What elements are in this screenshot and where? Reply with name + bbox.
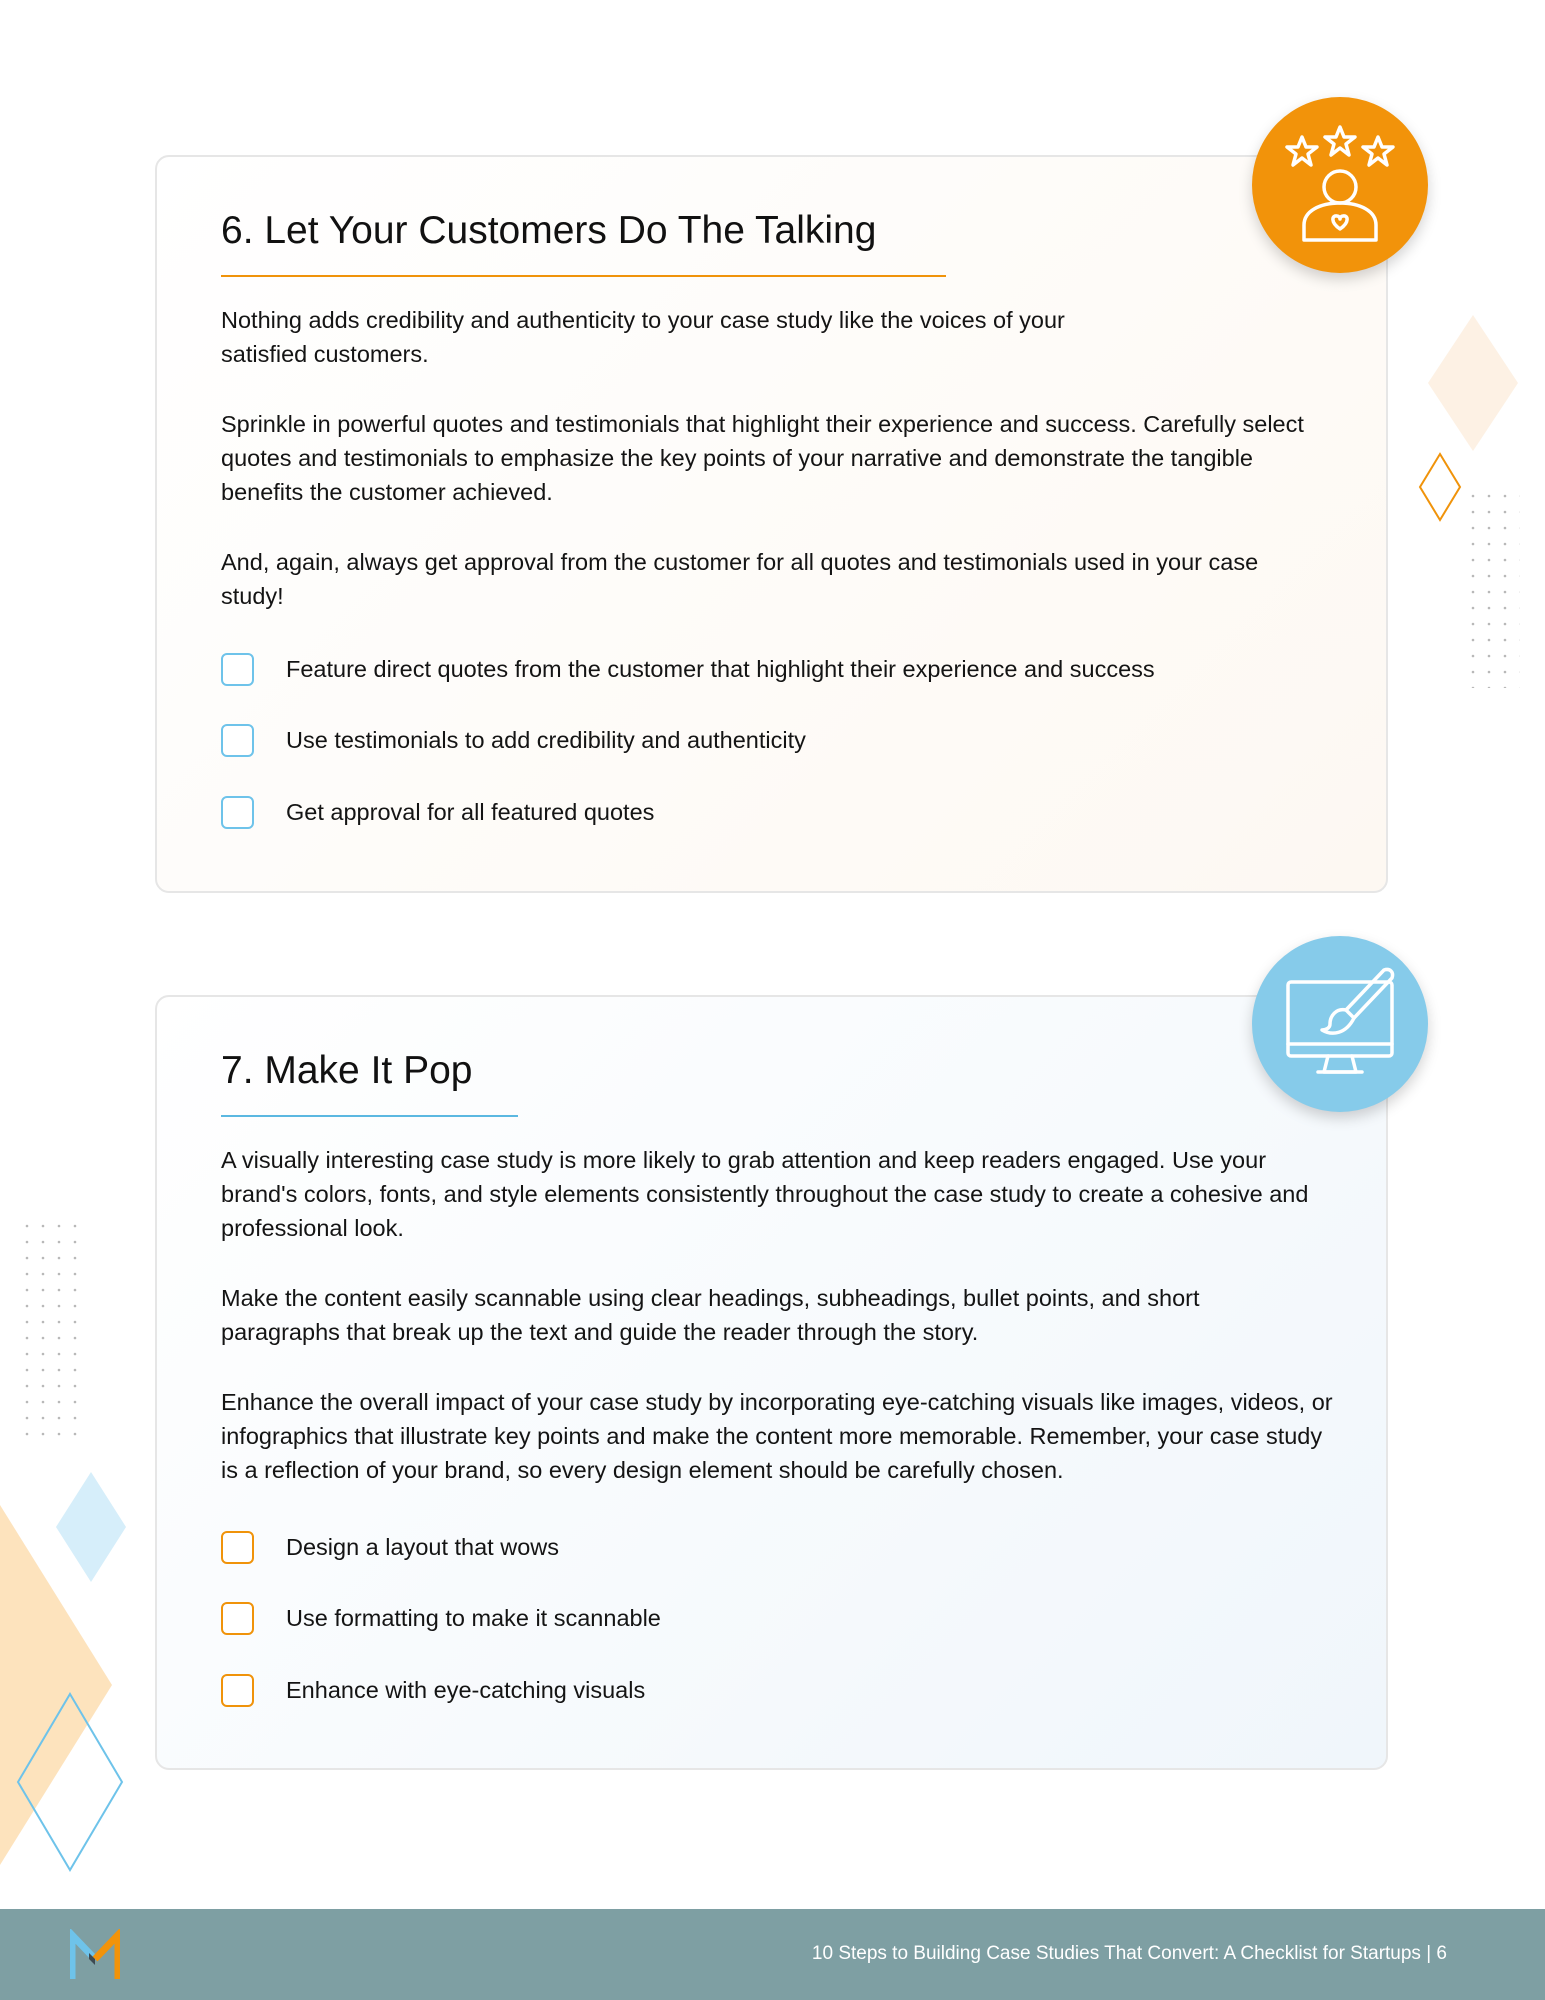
checklist-label: Design a layout that wows bbox=[286, 1533, 560, 1560]
checklist-item[interactable] bbox=[221, 793, 654, 831]
section-card-6 bbox=[155, 155, 1388, 893]
checklist-item[interactable] bbox=[221, 650, 1155, 688]
checklist-label: Use testimonials to add credibility and authenticity bbox=[286, 726, 806, 753]
design-badge bbox=[1252, 936, 1428, 1112]
section-title: 7. Make It Pop bbox=[221, 1049, 473, 1092]
decorative-dot-grid-left bbox=[24, 1223, 86, 1438]
checkbox[interactable] bbox=[221, 1602, 254, 1635]
title-underline bbox=[221, 275, 946, 277]
decorative-diamond-outline-blue-left bbox=[16, 1692, 124, 1872]
paragraph: Make the content easily scannable using clear headings, subheadings, bullet points, and short paragraphs that break up the text and guide the reader through the story. bbox=[221, 1285, 1200, 1345]
section-card-7 bbox=[155, 995, 1388, 1770]
paragraph: Nothing adds credibility and authenticity to your case study like the voices of your satisfied customers. bbox=[221, 307, 1065, 367]
decorative-diamond-outline-orange-right bbox=[1418, 452, 1462, 522]
decorative-diamond-peach-right bbox=[1428, 315, 1518, 451]
checkbox[interactable] bbox=[221, 724, 254, 757]
checklist-label: Feature direct quotes from the customer that highlight their experience and success bbox=[286, 655, 1155, 682]
brand-m-logo-icon bbox=[70, 1929, 120, 1981]
checkbox[interactable] bbox=[221, 653, 254, 686]
paragraph: Sprinkle in powerful quotes and testimonials that highlight their experience and success. Carefully select quotes and testimonials to emphasize the key points of your narrative and demonstrate the tangible benefits the customer achieved. bbox=[221, 411, 1304, 505]
checkbox[interactable] bbox=[221, 1531, 254, 1564]
checklist-label: Use formatting to make it scannable bbox=[286, 1604, 661, 1631]
checkbox[interactable] bbox=[221, 796, 254, 829]
checklist-item[interactable] bbox=[221, 1599, 661, 1637]
customer-review-badge bbox=[1252, 97, 1428, 273]
decorative-dot-grid-right bbox=[1470, 493, 1520, 688]
checklist-item[interactable] bbox=[221, 1528, 559, 1566]
page-footer bbox=[0, 1909, 1545, 2000]
title-underline bbox=[221, 1115, 518, 1117]
section-title: 6. Let Your Customers Do The Talking bbox=[221, 209, 877, 252]
footer-title-page-number: 10 Steps to Building Case Studies That Convert: A Checklist for Startups | 6 bbox=[811, 1943, 1447, 1964]
paragraph: A visually interesting case study is more likely to grab attention and keep readers engaged. Use your brand's colors, fonts, and style elements consistently throughout the case study to create a cohesive and professional look. bbox=[221, 1147, 1309, 1241]
checklist-item[interactable] bbox=[221, 721, 806, 759]
paragraph: And, again, always get approval from the customer for all quotes and testimonials used in your case study! bbox=[221, 549, 1259, 609]
checklist-label: Get approval for all featured quotes bbox=[286, 798, 655, 825]
checklist-label: Enhance with eye-catching visuals bbox=[286, 1676, 646, 1703]
checkbox[interactable] bbox=[221, 1674, 254, 1707]
customer-review-stars-icon bbox=[1280, 125, 1400, 245]
design-monitor-brush-icon bbox=[1280, 964, 1400, 1084]
checklist-item[interactable] bbox=[221, 1671, 645, 1709]
paragraph: Enhance the overall impact of your case study by incorporating eye-catching visuals like images, videos, or infographics that illustrate key points and make the content more memorable. Remember, your case study is a reflection of your brand, so every design element should be carefully chosen. bbox=[221, 1389, 1333, 1483]
